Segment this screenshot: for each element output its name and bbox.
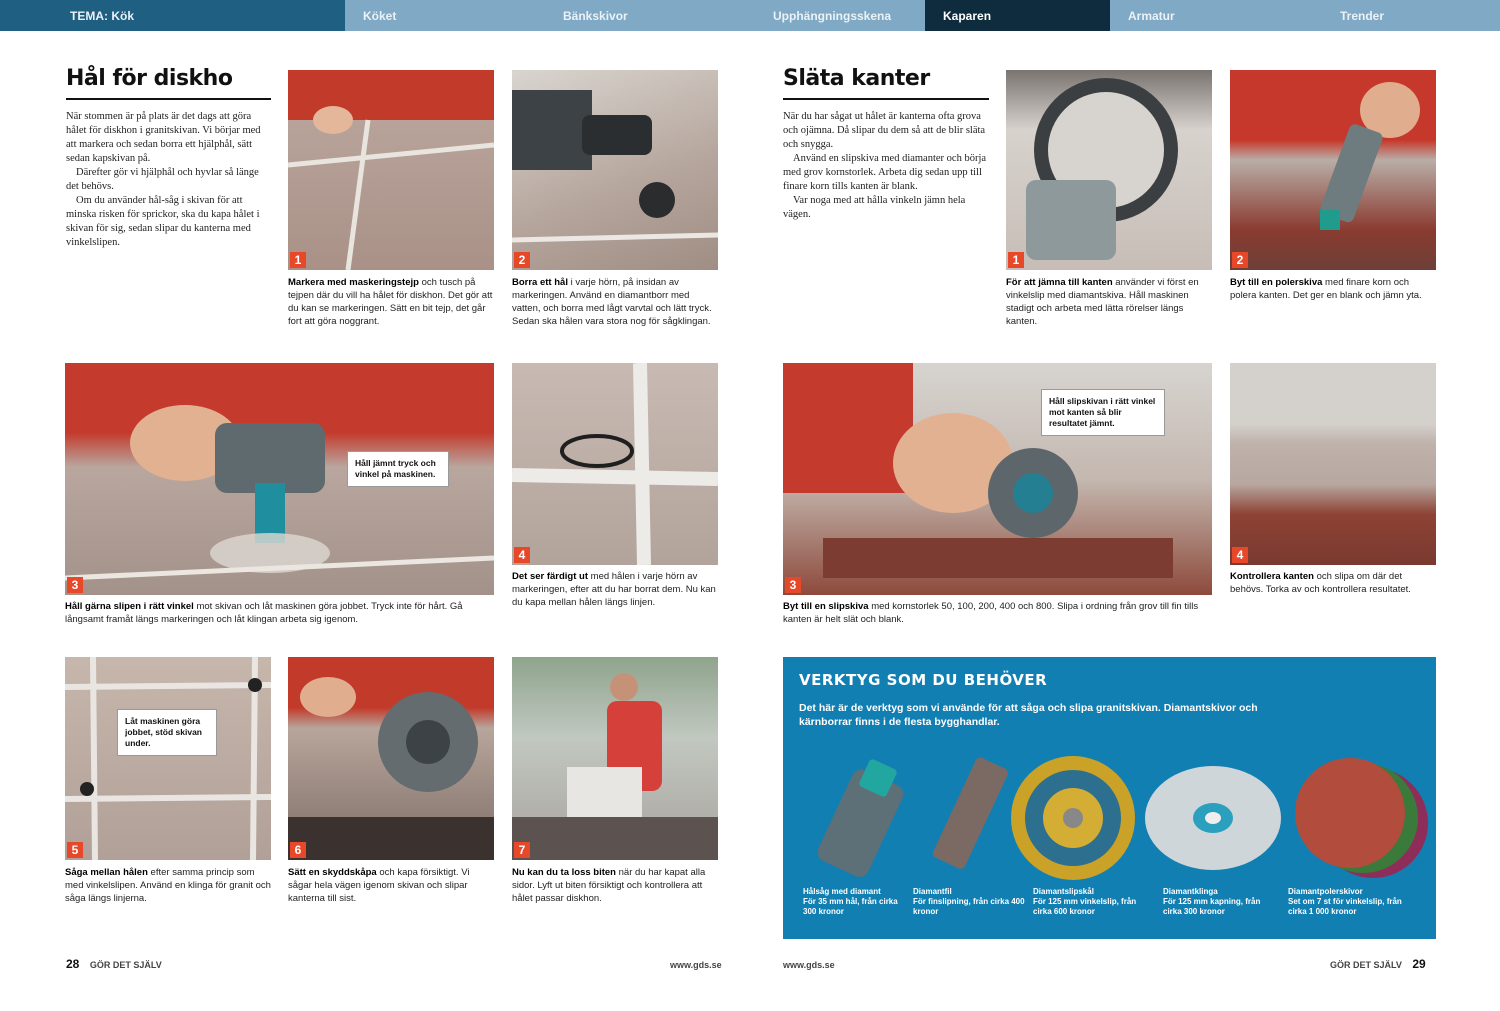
edge-photo-2 xyxy=(1230,70,1436,270)
lifting-out-illustration xyxy=(512,657,718,860)
tools-intro: Det här är de verktyg som vi använde för att såga och slipa granitskivan. Diamantskivor och kärnborrar finns i de flesta bygghandlar. xyxy=(799,702,1258,728)
step-caption-7: Nu kan du ta loss biten när du har kapat alla sidor. Lyft ut biten försiktigt och kontrollera att hålet passar diskhon. xyxy=(512,867,706,904)
edge-caption-3: Byt till en slipskiva med kornstorlek 50, 100, 200, 400 och 800. Slipa i ordning från grov till fin tills kanten är helt slät och blank. xyxy=(783,601,1199,625)
granite-tile-illustration xyxy=(288,70,494,270)
tool-caption-diamond-blade: Diamantklinga För 125 mm kapning, från cirka 300 kronor xyxy=(1163,887,1261,916)
edge-grinder-illustration xyxy=(1006,70,1212,270)
step-number-badge: 3 xyxy=(785,577,801,593)
edge-caption-4: Kontrollera kanten och slipa om där det behövs. Torka av och kontrollera resultatet. xyxy=(1230,571,1411,595)
intro-paragraph: Därefter gör vi hjälphål och hyvlar så länge det behövs. xyxy=(66,167,259,192)
tool-caption-polishing-pads: Diamantpolerskivor Set om 7 st för vinkelslip, från cirka 1 000 kronor xyxy=(1288,887,1402,916)
tools-box xyxy=(783,657,1436,939)
magazine-name: GÖR DET SJÄLV xyxy=(89,960,162,970)
step-number-badge: 5 xyxy=(67,842,83,858)
edge-photo-3 xyxy=(783,363,1212,595)
tool-caption-grinding-cup: Diamantslipskål För 125 mm vinkelslip, från cirka 600 kronor xyxy=(1033,887,1137,916)
footer-website: www.gds.se xyxy=(670,960,722,970)
tool-diamond-blade xyxy=(1143,753,1283,888)
nav-item-bankskivor[interactable]: Bänkskivor xyxy=(545,0,755,31)
step-photo-2 xyxy=(512,70,718,270)
step-caption-1: Markera med maskeringstejp och tusch på tejpen där du vill ha hålet för diskhon. Det gör att du kan se markeringen. Sätt en bit tejp, det går fort att göra noggrant. xyxy=(288,277,493,327)
page-number: 29 xyxy=(1412,957,1426,971)
tip-callout: Låt maskinen göra jobbet, stöd skivan under. xyxy=(117,709,217,756)
tip-callout: Håll jämnt tryck och vinkel på maskinen. xyxy=(347,451,449,487)
tool-caption-hole-saw: Hålsåg med diamant För 35 mm hål, från cirka 300 kronor xyxy=(803,887,898,916)
step-number-badge: 7 xyxy=(514,842,530,858)
step-photo-3 xyxy=(65,363,494,595)
intro-text-left xyxy=(66,110,271,250)
step-caption-4: Det ser färdigt ut med hålen i varje hörn av markeringen, efter att du har borrat dem. Nu kan du kapa mellan hålen längs linjen. xyxy=(512,571,716,608)
tool-polishing-pads xyxy=(1288,753,1428,888)
edge-photo-4 xyxy=(1230,363,1436,565)
edge-caption-2: Byt till en polerskiva med finare korn och polera kanten. Det ger en blank och jämn yta. xyxy=(1230,277,1422,301)
step-photo-5 xyxy=(65,657,271,860)
step-number-badge: 2 xyxy=(514,252,530,268)
tool-caption-diamond-file: Diamantfil För finslipning, från cirka 400 kronor xyxy=(913,887,1025,916)
footer-website: www.gds.se xyxy=(783,960,835,970)
sawed-opening-illustration xyxy=(65,657,271,860)
intro-paragraph: När stommen är på plats är det dags att göra hålet för diskhon i granitskivan. Vi börjar med att markera och sedan borra ett hjälphål, sätt sedan kapskivan på. xyxy=(66,111,261,164)
step-number-badge: 1 xyxy=(1008,252,1024,268)
nav-item-armatur[interactable]: Armatur xyxy=(1110,0,1300,31)
page-title-left: Hål för diskho xyxy=(66,66,233,91)
grinding-cup-icon xyxy=(1008,753,1138,883)
step-number-badge: 2 xyxy=(1232,252,1248,268)
footer-left xyxy=(66,957,162,971)
nav-item-upphangning[interactable]: Upphängningsskena xyxy=(755,0,925,31)
intro-paragraph: Var noga med att hålla vinkeln jämn hela vägen. xyxy=(783,195,966,220)
tool-diamond-file xyxy=(913,753,1023,888)
step-photo-7 xyxy=(512,657,718,860)
magazine-name: GÖR DET SJÄLV xyxy=(1330,960,1402,970)
nav-item-kaparen[interactable]: Kaparen xyxy=(925,0,1110,31)
intro-paragraph: När du har sågat ut hålet är kanterna ofta grova och ojämna. Då slipar du dem så att de blir släta och snygga. xyxy=(783,111,986,150)
nav-item-trender[interactable]: Trender xyxy=(1300,0,1500,31)
drilled-hole-illustration xyxy=(512,363,718,565)
diamond-file-icon xyxy=(913,753,1023,883)
step-caption-2: Borra ett hål i varje hörn, på insidan av markeringen. Använd en diamantborr med vatten, och borra med lågt varvtal och lätt tryck. Sedan ska hålen vara stora nog för sågklingan. xyxy=(512,277,712,327)
step-number-badge: 3 xyxy=(67,577,83,593)
step-photo-4 xyxy=(512,363,718,565)
file-illustration xyxy=(1230,70,1436,270)
intro-text-right xyxy=(783,110,989,222)
intro-paragraph: Om du använder hål-såg i skivan för att minska risken för sprickor, ska du kapa hålet i skivan för sig, sedan slipar du kanterna med vinkelslipen. xyxy=(66,195,260,248)
polishing-pads-icon xyxy=(1288,753,1428,883)
edge-photo-1 xyxy=(1006,70,1212,270)
hole-saw-icon xyxy=(803,753,913,883)
tip-callout: Håll slipskivan i rätt vinkel mot kanten så blir resultatet jämnt. xyxy=(1041,389,1165,436)
step-photo-1 xyxy=(288,70,494,270)
title-rule xyxy=(783,98,989,100)
drill-illustration xyxy=(512,70,718,270)
top-navigation xyxy=(0,0,1500,31)
step-number-badge: 4 xyxy=(1232,547,1248,563)
cutting-illustration xyxy=(288,657,494,860)
tool-hole-saw xyxy=(803,753,913,888)
title-rule xyxy=(66,98,271,100)
step-caption-6: Sätt en skyddskåpa och kapa försiktigt. Vi sågar hela vägen igenom skivan och slipar kanterna till sist. xyxy=(288,867,470,904)
nav-topic: TEMA: Kök xyxy=(0,0,345,31)
tool-grinding-cup xyxy=(1008,753,1138,888)
page-number: 28 xyxy=(66,957,80,971)
step-number-badge: 6 xyxy=(290,842,306,858)
tools-title: VERKTYG SOM DU BEHÖVER xyxy=(799,671,1048,689)
step-caption-5: Såga mellan hålen efter samma princip som med vinkelslipen. Använd en klinga för granit och såga längs linjerna. xyxy=(65,867,271,904)
edge-caption-1: För att jämna till kanten använder vi först en vinkelslip med diamantskiva. Håll maskinen stadigt och arbeta med lätta rörelser längs kanten. xyxy=(1006,277,1199,327)
step-photo-6 xyxy=(288,657,494,860)
footer-right xyxy=(1330,957,1426,971)
diamond-blade-icon xyxy=(1143,753,1283,883)
step-caption-3: Håll gärna slipen i rätt vinkel mot skivan och låt maskinen göra jobbet. Tryck inte för hårt. Gå långsamt framåt längs markeringen och låt klingan arbeta sig igenom. xyxy=(65,601,463,625)
step-number-badge: 1 xyxy=(290,252,306,268)
page-title-right: Släta kanter xyxy=(783,66,930,91)
nav-item-koket[interactable]: Köket xyxy=(345,0,545,31)
intro-paragraph: Använd en slipskiva med diamanter och börja med grov kornstorlek. Arbeta dig sedan upp till finare korn tills kanten är blank. xyxy=(783,153,987,192)
step-number-badge: 4 xyxy=(514,547,530,563)
